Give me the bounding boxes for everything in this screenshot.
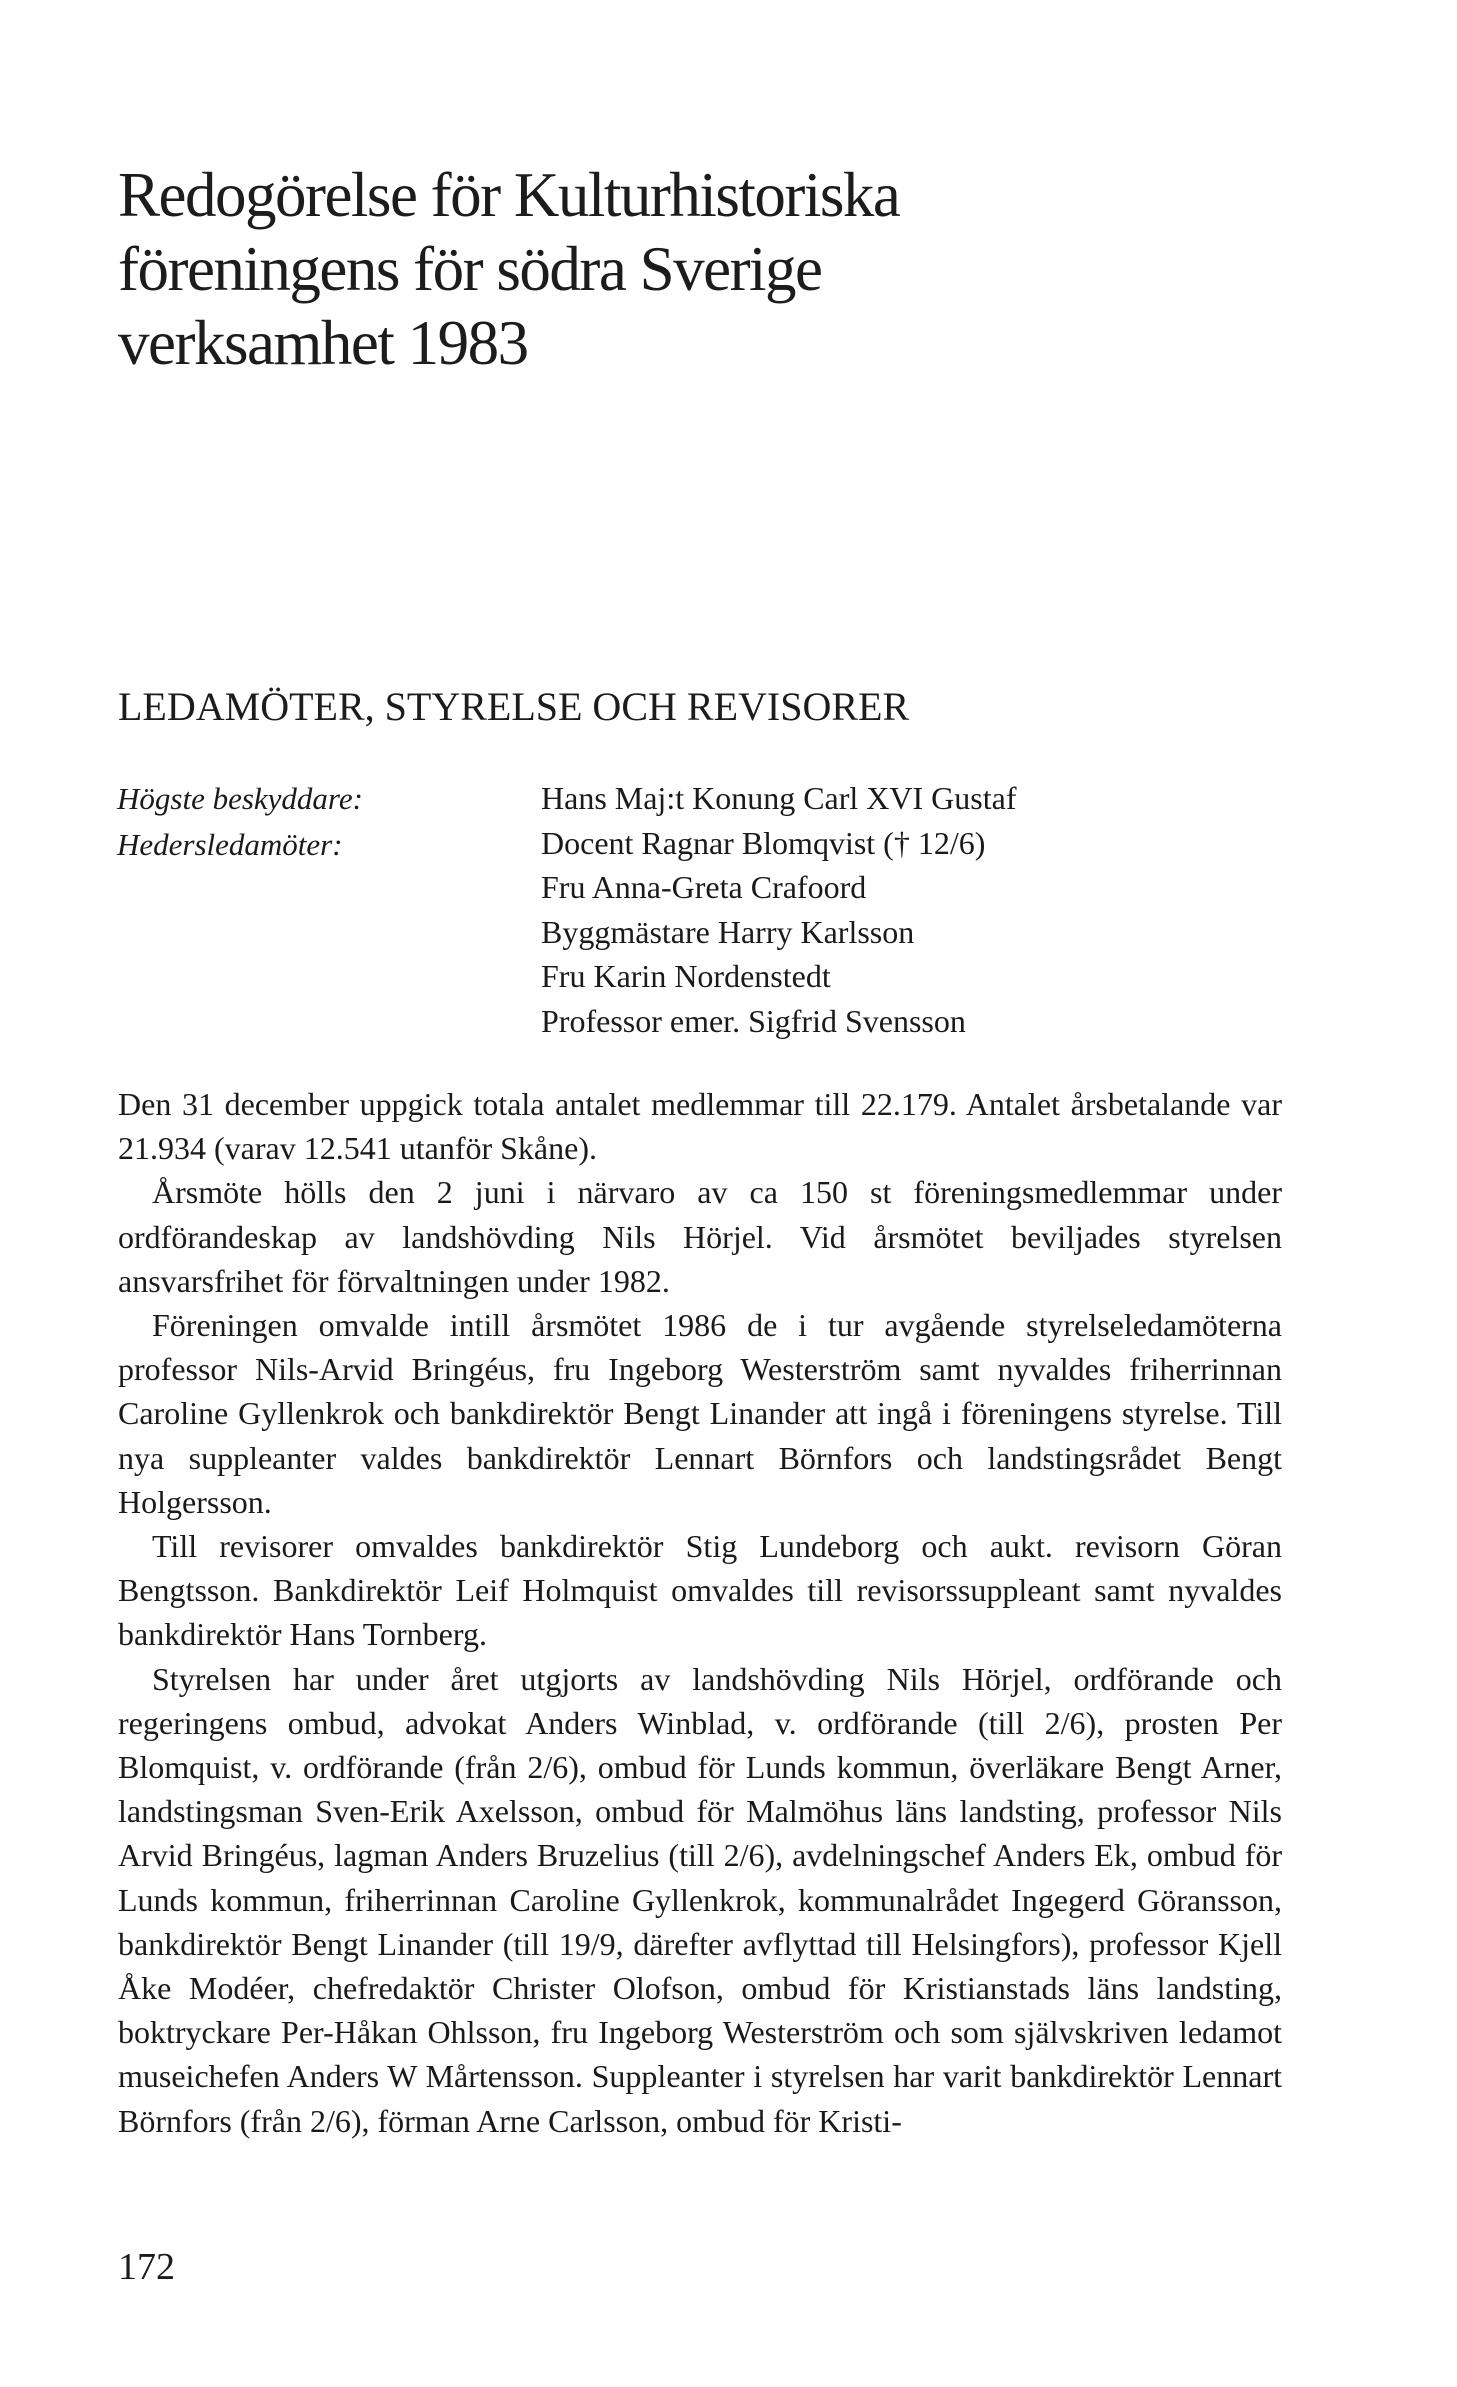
member-name: Fru Karin Nordenstedt: [541, 958, 831, 995]
patron-label: Högste beskyddare:: [117, 781, 363, 816]
honorary-members-label: Hedersledamöter:: [117, 827, 343, 862]
paragraph-membership: Den 31 december uppgick totala antalet medlemmar till 22.179. Antalet årsbetalande var 21.934 (varav 12.541 utanför Skåne).: [118, 1086, 1282, 1167]
member-name: Docent Ragnar Blomqvist († 12/6): [541, 824, 986, 861]
paragraph-annual-meeting: Årsmöte hölls den 2 juni i närvaro av ca 150 st föreningsmedlemmar under ordförandeskap av landshövding Nils Hörjel. Vid årsmötet beviljades styrelsen ansvarsfrihet för förvaltningen under 1982.: [118, 1174, 1282, 1299]
roles-column: [117, 776, 363, 868]
page-title: [118, 158, 1268, 380]
member-name: Hans Maj:t Konung Carl XVI Gustaf: [541, 780, 1017, 816]
section-heading: LEDAMÖTER, STYRELSE OCH REVISORER: [118, 684, 910, 729]
title-line-3: verksamhet 1983: [118, 308, 528, 378]
member-name: Fru Anna-Greta Crafoord: [541, 869, 867, 906]
member-name: Byggmästare Harry Karlsson: [541, 913, 915, 950]
member-name: Professor emer. Sigfrid Svensson: [541, 1002, 966, 1039]
paragraph-auditors: Till revisorer omvaldes bankdirektör Stig Lundeborg och aukt. revisorn Göran Bengtsson. Bankdirektör Leif Holmquist omvaldes till revisorssuppleant samt nyvaldes bankdirektör Hans Tornberg.: [118, 1528, 1282, 1653]
members-list: [541, 776, 1016, 1044]
title-line-2: föreningens för södra Sverige: [118, 234, 822, 304]
paragraph-board-members: Styrelsen har under året utgjorts av landshövding Nils Hörjel, ordförande och regeringens ombud, advokat Anders Winblad, v. ordförande (till 2/6), prosten Per Blomquist, v. ordförande (från 2/6), ombud för Lunds kommun, överläkare Bengt Arner, landstingsman Sven-Erik Axelsson, ombud för Malmöhus läns landsting, professor Nils Arvid Bringéus, lagman Anders Bruzelius (till 2/6), avdelningschef Anders Ek, ombud för Lunds kommun, friherrinnan Caroline Gyllenkrok, kommunalrådet Ingegerd Göransson, bankdirektör Bengt Linander (till 19/9, därefter avflyttad till Helsingfors), professor Kjell Åke Modéer, chefredaktör Christer Olofson, ombud för Kristianstads läns landsting, boktryckare Per-Håkan Ohlsson, fru Ingeborg Westerström och som självskriven ledamot museichefen Anders W Mårtensson. Suppleanter i styrelsen har varit bankdirektör Lennart Börnfors (från 2/6), förman Arne Carlsson, ombud för Kristi-: [118, 1660, 1282, 2139]
paragraph-board-elections: Föreningen omvalde intill årsmötet 1986 de i tur avgående styrelseledamöterna professor Nils-Arvid Bringéus, fru Ingeborg Westerström samt nyvaldes friherrinnan Caroline Gyllenkrok och bankdirektör Bengt Linander att ingå i föreningens styrelse. Till nya suppleanter valdes bankdirektör Lennart Börnfors och landstingsrådet Bengt Holgersson.: [118, 1307, 1282, 1520]
body-text: [118, 1082, 1282, 2143]
page-number: 172: [118, 2246, 175, 2288]
title-line-1: Redogörelse för Kulturhistoriska: [118, 160, 900, 230]
